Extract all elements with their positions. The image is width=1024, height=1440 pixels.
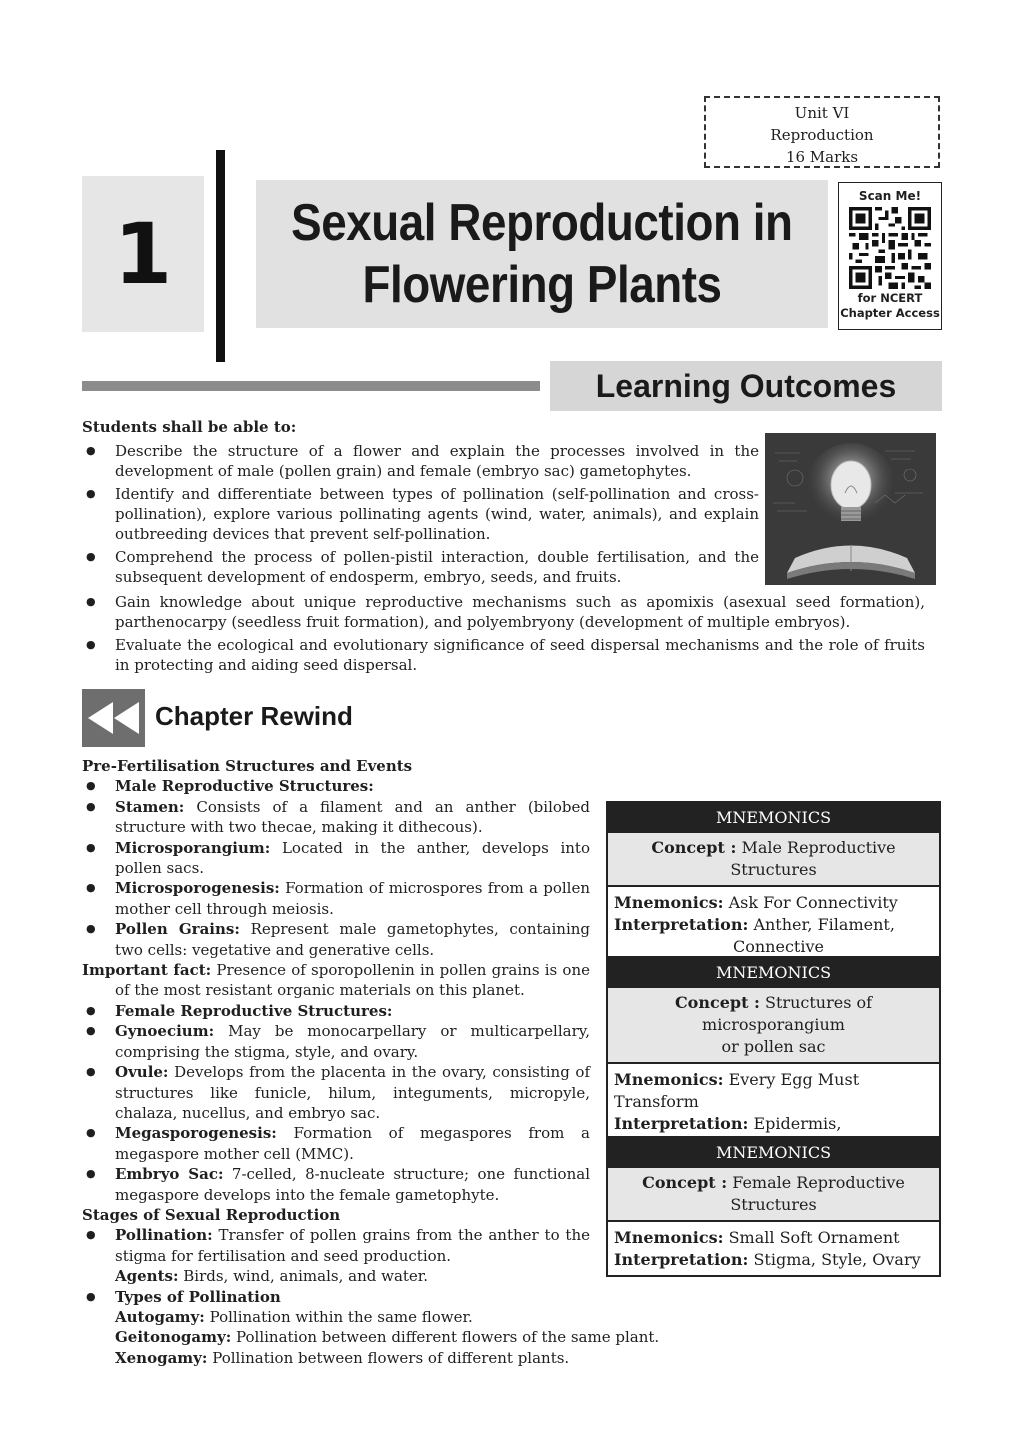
interpretation-label: Interpretation: [614,1250,749,1269]
concept-label: Concept : [642,1173,728,1192]
learning-outcomes-title: Learning Outcomes [595,367,897,404]
definition: Presence of sporopollenin in pollen grains is one of the most resistant organic materials on this planet. [115,961,590,1000]
definition: May be monocarpellary or multicarpellary, comprising the stigma, style, and ovary. [115,1022,590,1061]
term: Stamen: [115,797,185,816]
definition: Located in the anther, develops into pollen sacs. [115,838,590,878]
term: Microsporangium: [115,838,271,857]
list-item [82,1123,590,1164]
outcomes-list-continued [82,592,925,678]
qr-code-icon[interactable] [849,207,931,289]
chapter-rewind-content [82,756,660,1368]
definition: Represent male gametophytes, containing two cells: vegetative and generative cells. [115,920,591,959]
outcomes-intro: Students shall be able to: [82,418,297,436]
chapter-title-line2: Flowering Plants [362,256,722,314]
interpretation-text: Anther, Filament, [748,915,895,934]
important-fact [82,960,590,1001]
agents-line [82,1266,590,1286]
pollination-type [82,1327,660,1347]
mnemonic-header: MNEMONICS [608,1138,939,1168]
definition: Develops from the placenta in the ovary, consisting of structures like funicle, hilum, integuments, micropyle, chalaza, nucellus, and embryo sac. [115,1063,590,1122]
subsection-heading: ● Types of Pollination [82,1287,590,1307]
unit-topic: Reproduction [770,126,874,144]
pollination-type [82,1348,590,1368]
definition: Formation of microspores from a pollen mother cell through meiosis. [115,879,590,918]
interpretation-text: Epidermis, [753,1114,842,1133]
mnemonic-concept [608,988,939,1064]
list-item [82,1062,590,1123]
chapter-title-box [256,180,828,328]
term: Xenogamy: [115,1348,208,1367]
learning-outcomes-header [550,361,942,411]
subsection-heading: ● Male Reproductive Structures: [82,776,590,796]
list-item [82,919,590,960]
list-item [82,1225,590,1266]
definition: Formation of megaspores from a megaspore mother cell (MMC). [115,1124,590,1163]
mnemonic-body [608,1222,939,1275]
outcome-item [82,592,925,632]
concept-text-continued: or pollen sac [721,1037,826,1056]
qr-caption-line1: for NCERT [857,291,923,305]
mnemonic-header: MNEMONICS [608,958,939,988]
chapter-number: 1 [113,205,173,303]
list-item [82,878,590,919]
unit-marks: 16 Marks [785,148,859,166]
definition: Birds, wind, animals, and water. [178,1267,429,1286]
section-heading: Pre-Fertilisation Structures and Events [82,757,413,775]
section-heading: Stages of Sexual Reproduction [82,1205,341,1224]
interpretation-text: Stigma, Style, Ovary [748,1250,921,1269]
subsection-heading: ● Female Reproductive Structures: [82,1001,590,1021]
term: Gynoecium: [115,1022,215,1041]
list-item [82,797,590,838]
outcome-item: ● Evaluate the ecological and evolutionary significance of seed dispersal mechanisms and the role of fruits in protecting and aiding seed dispersal. [82,635,925,675]
outcome-text: Gain knowledge about unique reproductive mechanisms such as apomixis (asexual seed formation), parthenocarpy (seedless fruit formation), and polyembryony (development of multiple embryos). [115,593,925,631]
title-divider [216,150,225,362]
list-item [82,838,590,879]
term: Embryo Sac: [115,1165,224,1184]
qr-box [838,182,942,330]
mnemonic-text: Every Egg Must Transform [614,1070,860,1111]
concept-text: Male Reproductive Structures [730,838,896,879]
term: Autogamy: [115,1307,205,1326]
learning-outcomes-rule [82,381,540,391]
mnemonic-label: Mnemonics: [614,1070,724,1089]
outcomes-list [82,441,759,590]
term: Geitonogamy: [115,1328,232,1347]
chapter-rewind-title: Chapter Rewind [155,701,353,731]
term: Microsporogenesis: [115,879,280,898]
mnemonic-header: MNEMONICS [608,803,939,833]
term: Pollination: [115,1226,213,1245]
definition: 7-celled, 8-nucleate structure; one functional megaspore develops into the female gametophyte. [115,1165,590,1204]
interpretation-label: Interpretation: [614,915,749,934]
definition: Pollination between different flowers of the same plant. [231,1328,660,1347]
chapter-title-line1: Sexual Reproduction in [291,194,793,252]
list-item [82,1164,590,1205]
chapter-number-box [82,176,204,332]
concept-label: Concept : [674,993,760,1012]
qr-scan-label: Scan Me! [858,189,922,203]
concept-text: Structures of microsporangium [702,993,873,1034]
mnemonic-text: Small Soft Ornament [723,1228,900,1247]
term: Agents: [115,1267,179,1286]
concept-label: Concept : [651,838,737,857]
mnemonic-label: Mnemonics: [614,893,724,912]
interpretation-text-continued: Connective [733,937,824,956]
unit-box [704,96,940,168]
list-item [82,1021,590,1062]
term: Pollen Grains: [115,920,240,939]
mnemonic-box [606,801,941,964]
definition: Pollination within the same flower. [204,1307,473,1326]
definition: Pollination between flowers of different plants. [207,1348,570,1367]
term: Megasporogenesis: [115,1124,277,1143]
concept-text: Female Reproductive Structures [727,1173,905,1214]
qr-caption-line2: Chapter Access [840,306,940,320]
mnemonic-concept [608,833,939,887]
definition: Consists of a filament and an anther (bilobed structure with two thecae, making it dithecous). [115,797,590,837]
unit-label: Unit VI [794,104,850,122]
mnemonic-box [606,1136,941,1277]
outcome-item: ● Identify and differentiate between types of pollination (self-pollination and cross-pollination), explore various pollinating agents (wind, water, animals), and explain outbreeding devices that prevent self-pollination. [82,484,759,544]
definition: Transfer of pollen grains from the anther to the stigma for fertilisation and seed production. [115,1226,590,1265]
outcome-item: ● Comprehend the process of pollen-pistil interaction, double fertilisation, and the subsequent development of endosperm, embryo, seeds, and fruits. [82,547,759,587]
mnemonic-text: Ask For Connectivity [723,893,898,912]
term: Ovule: [115,1063,169,1082]
pollination-type [82,1307,590,1327]
lightbulb-book-illustration [765,433,936,585]
outcome-item: ● Describe the structure of a flower and explain the processes involved in the development of male (pollen grain) and female (embryo sac) gametophytes. [82,441,759,481]
term: Important fact: [82,961,212,980]
mnemonic-concept [608,1168,939,1222]
interpretation-label: Interpretation: [614,1114,749,1133]
mnemonic-body [608,887,939,962]
rewind-icon [82,689,145,747]
mnemonic-label: Mnemonics: [614,1228,724,1247]
